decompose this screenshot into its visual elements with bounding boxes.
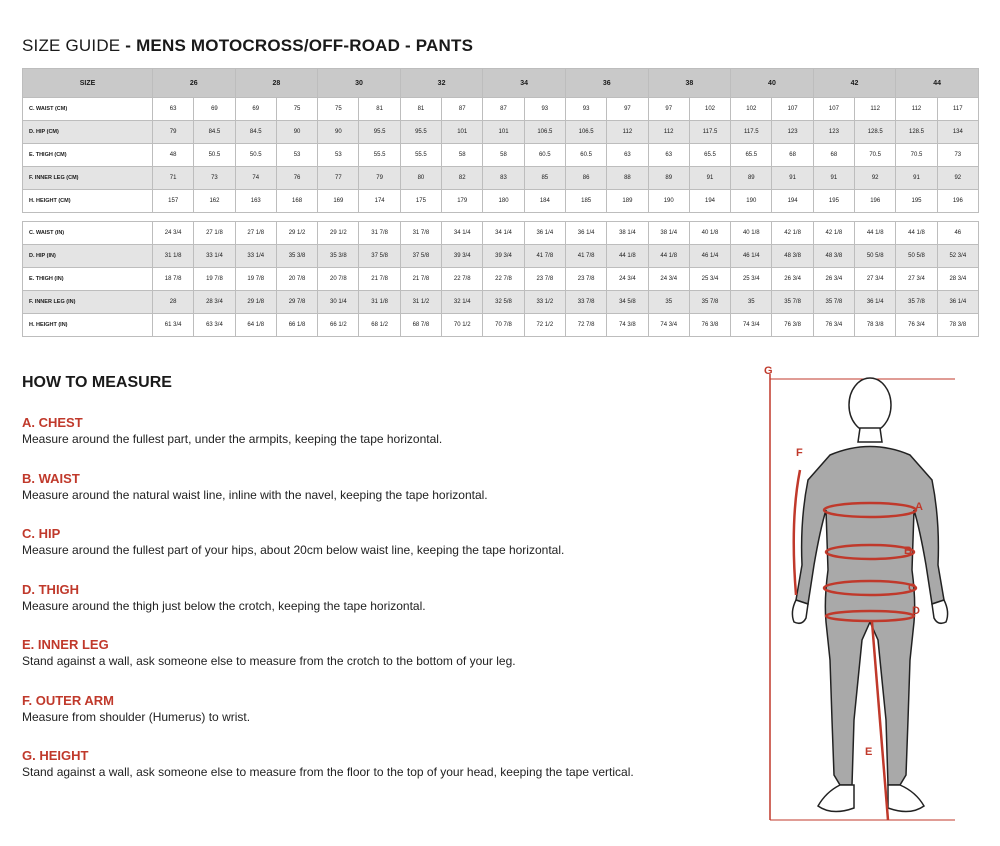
table-cell: 31 7/8 [400,222,441,245]
table-cell: 64 1/8 [235,314,276,337]
how-to-measure-heading: HOW TO MEASURE [22,374,172,391]
table-cell: 91 [896,167,937,190]
label-f: F [796,447,803,459]
row-label: H. HEIGHT (IN) [23,314,153,337]
size-header-cell: 30 [318,69,401,98]
table-cell: 89 [731,167,772,190]
label-a: A [915,501,923,513]
table-cell: 194 [689,190,730,213]
table-cell: 70.5 [896,144,937,167]
table-cell: 33 7/8 [565,291,606,314]
table-cell: 61 3/4 [153,314,194,337]
table-row [23,314,979,337]
table-cell: 36 1/4 [855,291,896,314]
table-cell: 37 5/8 [400,245,441,268]
table-row [23,222,979,245]
table-cell: 60.5 [524,144,565,167]
table-cell: 84.5 [235,121,276,144]
table-cell: 128.5 [896,121,937,144]
table-cell: 40 1/8 [689,222,730,245]
table-cell: 28 3/4 [937,268,978,291]
table-cell: 196 [937,190,978,213]
table-cell: 24 3/4 [648,268,689,291]
table-cell: 30 1/4 [318,291,359,314]
table-cell: 112 [855,98,896,121]
measure-item [22,415,742,447]
table-cell: 189 [607,190,648,213]
table-cell: 55.5 [400,144,441,167]
table-cell: 72 7/8 [565,314,606,337]
table-cell: 174 [359,190,400,213]
table-cell: 42 1/8 [813,222,854,245]
table-cell: 29 1/8 [235,291,276,314]
table-cell: 36 1/4 [524,222,565,245]
table-cell: 63 [607,144,648,167]
label-c: C [908,582,916,594]
table-cell: 92 [855,167,896,190]
size-header-cell: 26 [153,69,236,98]
table-cell: 112 [607,121,648,144]
table-cell: 41 7/8 [565,245,606,268]
measure-description: Measure around the fullest part of your hips, about 20cm below waist line, keeping the tape horizontal. [22,543,565,557]
table-cell: 162 [194,190,235,213]
table-cell: 38 1/4 [607,222,648,245]
table-cell: 60.5 [565,144,606,167]
table-cell: 53 [318,144,359,167]
table-cell: 29 1/2 [276,222,317,245]
table-cell: 18 7/8 [153,268,194,291]
size-header-cell: 28 [235,69,318,98]
table-cell: 37 5/8 [359,245,400,268]
table-cell: 31 1/8 [359,291,400,314]
table-row [23,144,979,167]
table-cell: 76 3/4 [896,314,937,337]
measure-description: Stand against a wall, ask someone else to measure from the crotch to the bottom of your leg. [22,654,516,668]
table-cell: 128.5 [855,121,896,144]
table-cell: 175 [400,190,441,213]
table-row [23,98,979,121]
table-cell: 33 1/4 [235,245,276,268]
title-light: SIZE GUIDE [22,36,121,55]
table-cell: 41 7/8 [524,245,565,268]
table-cell: 117.5 [731,121,772,144]
table-row [23,167,979,190]
size-header-cell: 34 [483,69,566,98]
label-b: B [904,545,912,557]
table-cell: 19 7/8 [235,268,276,291]
table-cell: 169 [318,190,359,213]
row-label: F. INNER LEG (CM) [23,167,153,190]
table-cell: 106.5 [524,121,565,144]
outer-arm-line [794,470,800,595]
table-cell: 85 [524,167,565,190]
row-label: D. HIP (CM) [23,121,153,144]
measure-title: F. OUTER ARM [22,692,114,708]
table-cell: 196 [855,190,896,213]
table-cell: 73 [937,144,978,167]
table-cell: 31 7/8 [359,222,400,245]
table-cell: 79 [359,167,400,190]
table-cell: 97 [607,98,648,121]
table-cell: 112 [648,121,689,144]
table-cell: 78 3/8 [937,314,978,337]
table-cell: 70 1/2 [442,314,483,337]
table-cell: 123 [772,121,813,144]
table-cell: 35 7/8 [896,291,937,314]
table-cell: 82 [442,167,483,190]
table-cell: 27 3/4 [855,268,896,291]
table-cell: 89 [648,167,689,190]
table-cell: 44 1/8 [648,245,689,268]
table-cell: 74 3/8 [607,314,648,337]
table-cell: 117.5 [689,121,730,144]
table-cell: 87 [483,98,524,121]
table-cell: 93 [565,98,606,121]
table-cell: 66 1/8 [276,314,317,337]
table-cell: 93 [524,98,565,121]
measure-description: Measure around the fullest part, under the armpits, keeping the tape horizontal. [22,432,443,446]
table-cell: 35 3/8 [318,245,359,268]
table-cell: 35 7/8 [772,291,813,314]
size-table [22,68,979,337]
table-cell: 46 1/4 [731,245,772,268]
table-gap-cell [23,213,979,222]
table-cell: 87 [442,98,483,121]
table-cell: 91 [772,167,813,190]
page-title [22,36,473,56]
table-cell: 33 1/4 [194,245,235,268]
table-cell: 107 [772,98,813,121]
table-cell: 22 7/8 [483,268,524,291]
table-cell: 74 [235,167,276,190]
table-cell: 50.5 [194,144,235,167]
table-cell: 81 [400,98,441,121]
measure-description: Measure from shoulder (Humerus) to wrist. [22,709,251,724]
size-header-cell: 40 [731,69,814,98]
table-cell: 40 1/8 [731,222,772,245]
table-cell: 19 7/8 [194,268,235,291]
size-header-row [23,69,979,98]
table-cell: 76 3/4 [813,314,854,337]
size-header-label: SIZE [23,69,153,98]
table-cell: 92 [937,167,978,190]
measure-title: G. HEIGHT [22,748,89,763]
table-cell: 101 [442,121,483,144]
row-label: E. THIGH (IN) [23,268,153,291]
table-cell: 69 [194,98,235,121]
table-cell: 23 7/8 [524,268,565,291]
row-label: D. HIP (IN) [23,245,153,268]
table-cell: 29 1/2 [318,222,359,245]
body-measurement-figure [760,360,992,830]
table-cell: 71 [153,167,194,190]
table-cell: 75 [318,98,359,121]
table-cell: 32 5/8 [483,291,524,314]
size-header-cell: 38 [648,69,731,98]
size-header-cell: 44 [896,69,979,98]
table-gap-row [23,213,979,222]
table-cell: 69 [235,98,276,121]
table-cell: 195 [813,190,854,213]
table-cell: 20 7/8 [318,268,359,291]
table-cell: 65.5 [731,144,772,167]
row-label: F. INNER LEG (IN) [23,291,153,314]
table-cell: 168 [276,190,317,213]
table-cell: 24 3/4 [607,268,648,291]
table-row [23,291,979,314]
table-cell: 20 7/8 [276,268,317,291]
table-cell: 74 3/4 [648,314,689,337]
measure-title: C. HIP [22,526,61,541]
measure-item [22,693,742,725]
table-cell: 23 7/8 [565,268,606,291]
table-cell: 48 3/8 [813,245,854,268]
table-cell: 48 3/8 [772,245,813,268]
table-cell: 91 [813,167,854,190]
table-cell: 76 3/8 [689,314,730,337]
table-cell: 52 3/4 [937,245,978,268]
table-cell: 35 7/8 [689,291,730,314]
table-cell: 39 3/4 [483,245,524,268]
table-cell: 50 5/8 [896,245,937,268]
table-cell: 68 1/2 [359,314,400,337]
table-cell: 31 1/2 [400,291,441,314]
table-cell: 180 [483,190,524,213]
table-cell: 101 [483,121,524,144]
table-cell: 44 1/8 [855,222,896,245]
table-cell: 97 [648,98,689,121]
table-cell: 95.5 [400,121,441,144]
table-cell: 72 1/2 [524,314,565,337]
table-cell: 46 1/4 [689,245,730,268]
measure-item [22,582,742,614]
table-cell: 66 1/2 [318,314,359,337]
table-cell: 28 3/4 [194,291,235,314]
table-cell: 22 7/8 [442,268,483,291]
measure-title: E. INNER LEG [22,637,109,652]
table-cell: 157 [153,190,194,213]
table-cell: 63 [648,144,689,167]
table-cell: 91 [689,167,730,190]
table-cell: 42 1/8 [772,222,813,245]
size-header-cell: 42 [813,69,896,98]
table-cell: 75 [276,98,317,121]
size-header-cell: 32 [400,69,483,98]
table-cell: 63 3/4 [194,314,235,337]
measure-description: Measure around the natural waist line, inline with the navel, keeping the tape horizontal. [22,487,488,502]
table-cell: 90 [318,121,359,144]
measure-title: A. CHEST [22,415,83,430]
table-row [23,190,979,213]
table-cell: 34 1/4 [442,222,483,245]
table-cell: 65.5 [689,144,730,167]
table-cell: 84.5 [194,121,235,144]
table-cell: 68 [813,144,854,167]
table-cell: 28 [153,291,194,314]
table-row [23,245,979,268]
table-row [23,268,979,291]
table-cell: 88 [607,167,648,190]
table-cell: 35 [731,291,772,314]
table-cell: 21 7/8 [400,268,441,291]
table-row [23,121,979,144]
measure-description: Measure around the thigh just below the crotch, keeping the tape horizontal. [22,598,426,613]
table-cell: 25 3/4 [689,268,730,291]
table-cell: 26 3/4 [772,268,813,291]
label-g: G [764,365,773,377]
table-cell: 184 [524,190,565,213]
table-cell: 32 1/4 [442,291,483,314]
table-cell: 76 [276,167,317,190]
row-label: C. WAIST (IN) [23,222,153,245]
label-d: D [912,605,920,617]
body-figure-svg [760,360,992,830]
table-cell: 73 [194,167,235,190]
measure-description: Stand against a wall, ask someone else to measure from the floor to the top of your head, keeping the tape vertical. [22,765,634,779]
table-cell: 194 [772,190,813,213]
title-bold: - MENS MOTOCROSS/OFF-ROAD - PANTS [120,36,474,55]
table-cell: 190 [648,190,689,213]
table-cell: 26 3/4 [813,268,854,291]
table-cell: 102 [731,98,772,121]
measure-item [22,748,742,780]
size-header-cell: 36 [565,69,648,98]
table-cell: 27 1/8 [194,222,235,245]
table-cell: 107 [813,98,854,121]
measure-title: B. WAIST [22,470,80,486]
row-label: H. HEIGHT (CM) [23,190,153,213]
table-cell: 33 1/2 [524,291,565,314]
table-cell: 80 [400,167,441,190]
label-e: E [865,746,873,758]
table-cell: 31 1/8 [153,245,194,268]
table-cell: 70.5 [855,144,896,167]
table-cell: 112 [896,98,937,121]
measure-item [22,471,742,503]
table-cell: 29 7/8 [276,291,317,314]
table-cell: 36 1/4 [937,291,978,314]
table-cell: 78 3/8 [855,314,896,337]
table-cell: 35 [648,291,689,314]
table-cell: 179 [442,190,483,213]
table-cell: 77 [318,167,359,190]
measure-item [22,637,742,669]
table-cell: 190 [731,190,772,213]
table-cell: 58 [483,144,524,167]
table-cell: 21 7/8 [359,268,400,291]
table-cell: 27 1/8 [235,222,276,245]
table-cell: 27 3/4 [896,268,937,291]
table-cell: 44 1/8 [607,245,648,268]
table-cell: 117 [937,98,978,121]
size-table-body [23,98,979,337]
table-cell: 63 [153,98,194,121]
table-cell: 36 1/4 [565,222,606,245]
table-cell: 68 [772,144,813,167]
table-cell: 25 3/4 [731,268,772,291]
table-cell: 163 [235,190,276,213]
table-cell: 35 3/8 [276,245,317,268]
table-cell: 106.5 [565,121,606,144]
table-cell: 58 [442,144,483,167]
table-cell: 24 3/4 [153,222,194,245]
table-cell: 102 [689,98,730,121]
measure-title: D. THIGH [22,581,80,597]
measure-item [22,526,742,558]
table-cell: 50 5/8 [855,245,896,268]
table-cell: 95.5 [359,121,400,144]
table-cell: 195 [896,190,937,213]
table-cell: 39 3/4 [442,245,483,268]
table-cell: 46 [937,222,978,245]
table-cell: 55.5 [359,144,400,167]
table-cell: 74 3/4 [731,314,772,337]
table-cell: 185 [565,190,606,213]
table-cell: 76 3/8 [772,314,813,337]
table-cell: 83 [483,167,524,190]
row-label: E. THIGH (CM) [23,144,153,167]
table-cell: 86 [565,167,606,190]
table-cell: 34 1/4 [483,222,524,245]
table-cell: 48 [153,144,194,167]
table-cell: 44 1/8 [896,222,937,245]
table-cell: 79 [153,121,194,144]
table-cell: 123 [813,121,854,144]
table-cell: 35 7/8 [813,291,854,314]
row-label: C. WAIST (CM) [23,98,153,121]
table-cell: 34 5/8 [607,291,648,314]
table-cell: 90 [276,121,317,144]
table-cell: 81 [359,98,400,121]
table-cell: 53 [276,144,317,167]
table-cell: 68 7/8 [400,314,441,337]
table-cell: 38 1/4 [648,222,689,245]
table-cell: 70 7/8 [483,314,524,337]
table-cell: 134 [937,121,978,144]
table-cell: 50.5 [235,144,276,167]
